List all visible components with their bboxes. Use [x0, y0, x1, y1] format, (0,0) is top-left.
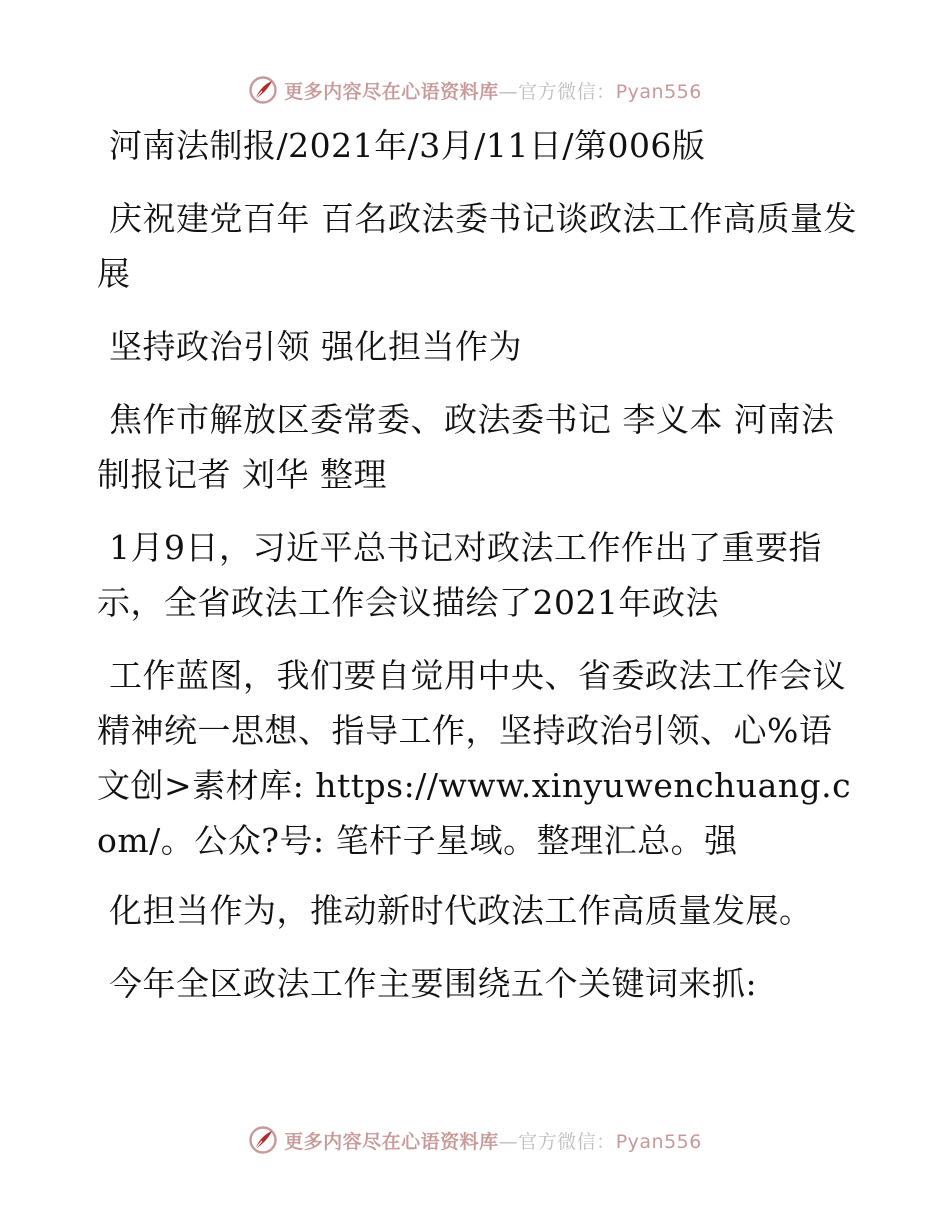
- feather-pen-logo-icon: [248, 1125, 278, 1155]
- body-paragraph: 1月9日，习近平总书记对政法工作作出了重要指示，全省政法工作会议描绘了2021年政法: [97, 528, 822, 622]
- watermark-wechat-id: Pyan556: [615, 80, 702, 103]
- watermark-dash: —: [498, 80, 519, 103]
- watermark-text: [284, 77, 702, 104]
- footer-watermark: [0, 1120, 950, 1160]
- feather-pen-logo-icon: [248, 75, 278, 105]
- watermark-dash: —: [498, 1130, 519, 1153]
- watermark-official: 官方微信：: [518, 80, 616, 103]
- watermark-brand: 更多内容尽在心语资料库: [284, 80, 499, 103]
- body-paragraph: 化担当作为，推动新时代政法工作高质量发展。: [109, 891, 813, 930]
- watermark-wechat-id: Pyan556: [615, 1130, 702, 1153]
- document-body: [97, 118, 857, 1029]
- article-subheadline: 坚持政治引领 强化担当作为: [109, 327, 522, 366]
- article-byline: 焦作市解放区委常委、政法委书记 李义本 河南法制报记者 刘华 整理: [97, 400, 835, 494]
- header-watermark: [0, 70, 950, 110]
- watermark-brand: 更多内容尽在心语资料库: [284, 1130, 499, 1153]
- watermark-official: 官方微信：: [518, 1130, 616, 1153]
- article-headline: 庆祝建党百年 百名政法委书记谈政法工作高质量发展: [97, 199, 857, 293]
- publication-line: 河南法制报/2021年/3月/11日/第006版: [109, 126, 706, 165]
- body-paragraph: 今年全区政法工作主要围绕五个关键词来抓:: [109, 964, 758, 1003]
- body-paragraph: 工作蓝图，我们要自觉用中央、省委政法工作会议精神统一思想、指导工作，坚持政治引领、心%语文创>素材库: https://www.xinyuwenchuang.com/。公众?号: 笔杆子星域。整理汇总。强: [97, 656, 852, 860]
- watermark-text: [284, 1127, 702, 1154]
